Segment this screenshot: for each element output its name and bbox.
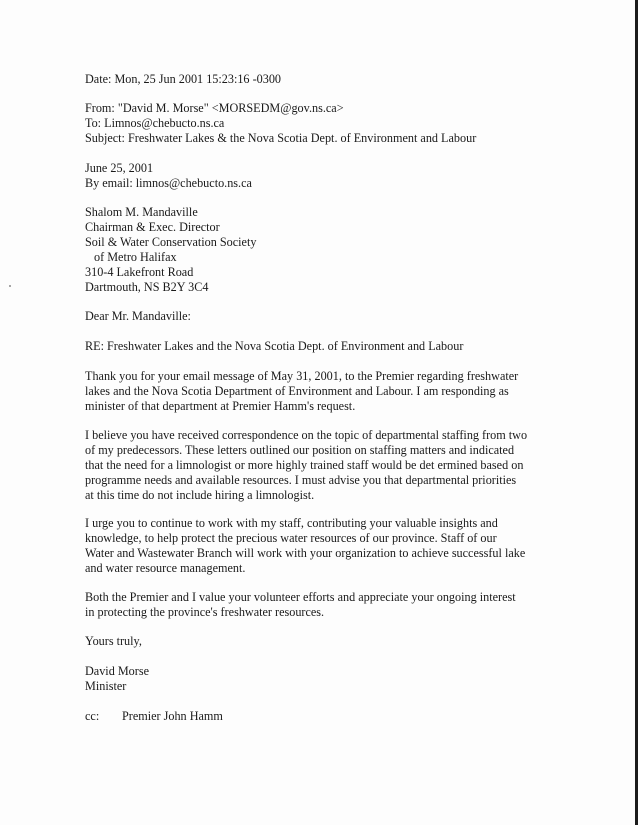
email-to: To: Limnos@chebucto.ns.ca [85,116,225,130]
body-paragraph-2 [85,428,540,503]
paragraph-line: Thank you for your email message of May 31, 2001, to the Premier regarding freshwater [85,369,519,383]
letter-by-email: By email: limnos@chebucto.ns.ca [85,176,252,190]
email-from: From: "David M. Morse" <MORSEDM@gov.ns.ca> [85,101,344,115]
paragraph-line: I believe you have received correspondence on the topic of departmental staffing from two [85,428,528,442]
email-subject: Subject: Freshwater Lakes & the Nova Scotia Dept. of Environment and Labour [85,131,477,145]
paragraph-line: in protecting the province's freshwater resources. [85,605,325,619]
letter-date-block [85,161,252,191]
paragraph-line: and water resource management. [85,561,246,575]
recipient-org: Soil & Water Conservation Society [85,235,257,249]
recipient-street: 310-4 Lakefront Road [85,265,194,279]
cc-recipient: Premier John Hamm [122,709,223,723]
paragraph-line: Water and Wastewater Branch will work with your organization to achieve successful lake [85,546,526,560]
paragraph-line: programme needs and available resources. I must advise you that departmental priorities [85,473,517,487]
body-paragraph-1 [85,369,540,414]
body-paragraph-4 [85,590,540,620]
re-line [85,339,463,354]
salutation [85,309,191,324]
salutation-text: Dear Mr. Mandaville: [85,309,191,323]
recipient-title: Chairman & Exec. Director [85,220,220,234]
paragraph-line: I urge you to continue to work with my staff, contributing your valuable insights and [85,516,498,530]
closing [85,634,142,649]
paragraph-line: at this time do not include hiring a limnologist. [85,488,315,502]
re-line-text: RE: Freshwater Lakes and the Nova Scotia Dept. of Environment and Labour [85,339,464,353]
paragraph-line: minister of that department at Premier Hamm's request. [85,399,356,413]
paragraph-line: of my predecessors. These letters outlined our position on staffing matters and indicated [85,443,515,457]
signer-title: Minister [85,679,127,693]
signer-name: David Morse [85,664,149,678]
paragraph-line: knowledge, to help protect the precious water resources of our province. Staff of our [85,531,497,545]
letter-date: June 25, 2001 [85,161,154,175]
email-headers [85,101,476,146]
recipient-name: Shalom M. Mandaville [85,205,198,219]
paragraph-line: lakes and the Nova Scotia Department of Environment and Labour. I am responding as [85,384,509,398]
closing-text: Yours truly, [85,634,142,648]
email-date: Date: Mon, 25 Jun 2001 15:23:16 -0300 [85,72,282,86]
cc-label: cc: [85,709,100,723]
body-paragraph-3 [85,516,540,576]
cc-block [85,709,223,724]
recipient-org-continued: of Metro Halifax [94,250,177,264]
email-date-header [85,72,281,87]
paragraph-line: that the need for a limnologist or more highly trained staff would be det ermined based on [85,458,524,472]
signature-block [85,664,149,694]
recipient-address [85,205,256,295]
scan-speck [9,285,11,287]
paragraph-line: Both the Premier and I value your volunteer efforts and appreciate your ongoing interest [85,590,516,604]
recipient-city: Dartmouth, NS B2Y 3C4 [85,280,209,294]
